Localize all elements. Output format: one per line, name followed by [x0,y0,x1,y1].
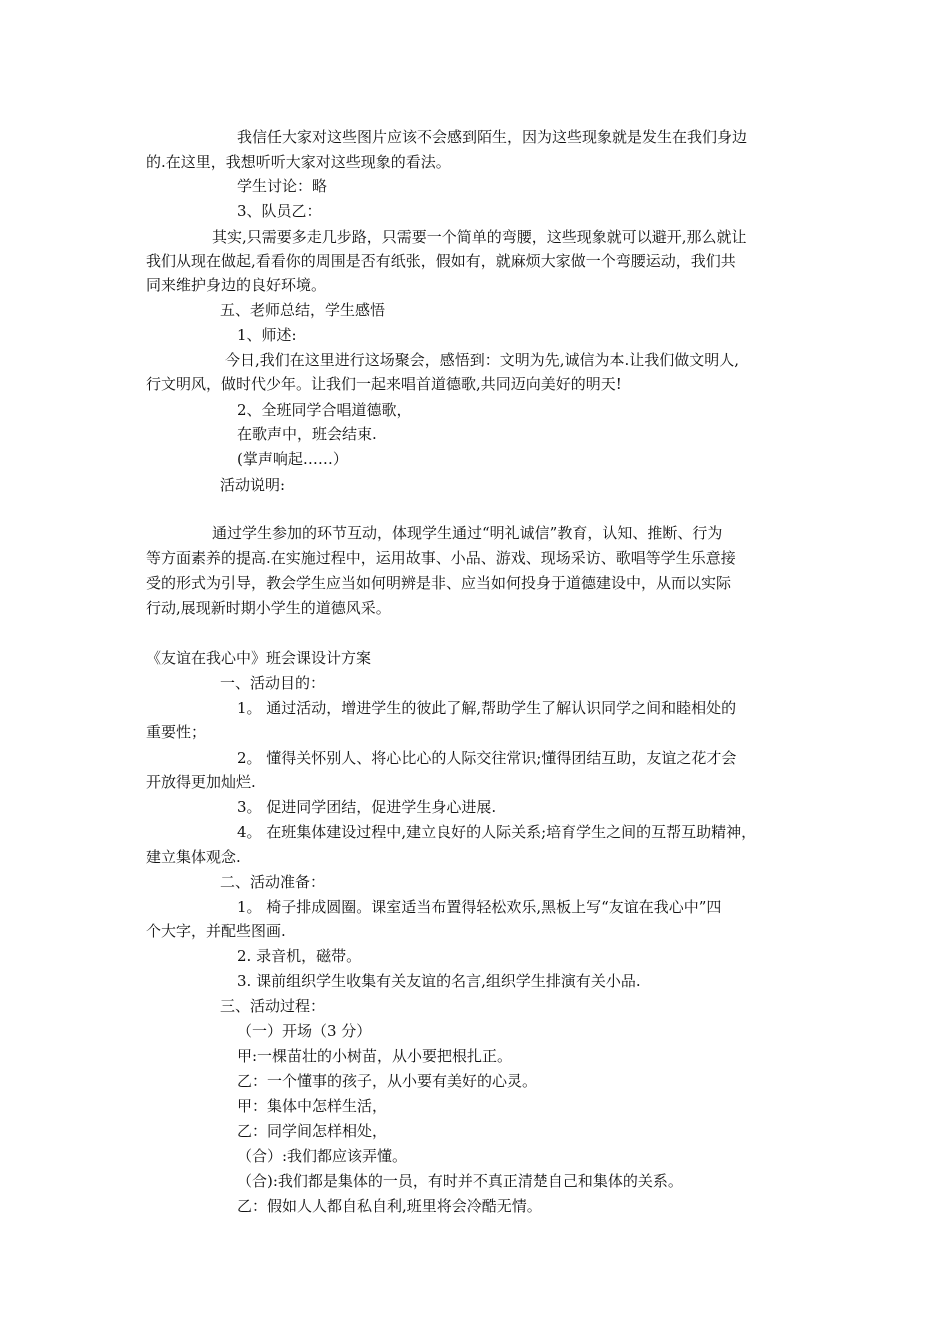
text-line: 甲：集体中怎样生活， [237,1097,388,1115]
section-heading: 二、活动准备： [220,873,326,891]
text-line: 2. 录音机，磁带。 [237,947,362,965]
text-line: （合):我们都是集体的一员，有时并不真正清楚自己和集体的关系。 [237,1172,683,1190]
text-line: 今日,我们在这里进行这场聚会，感悟到：文明为先,诚信为本.让我们做文明人, [225,351,740,369]
text-line: 1、师述: [237,326,297,344]
text-line: 受的形式为引导，教会学生应当如何明辨是非、应当如何投身于道德建设中，从而以实际 [146,574,732,592]
text-line: 通过学生参加的环节互动，体现学生通过“明礼诚信”教育，认知、推断、行为 [212,524,723,542]
text-line: 1。 椅子排成圆圈。课室适当布置得轻松欢乐,黑板上写“友谊在我心中”四 [237,898,722,916]
text-line: 在歌声中，班会结束. [237,425,377,443]
text-line: 2。 懂得关怀别人、将心比心的人际交往常识;懂得团结互助，友谊之花才会 [237,749,737,767]
text-line: 乙：同学间怎样相处， [237,1122,388,1140]
text-line: (掌声响起……） [237,450,348,468]
text-line: 重要性； [146,723,207,741]
text-line: 其实,只需要多走几步路，只需要一个简单的弯腰，这些现象就可以避开,那么就让 [212,228,747,246]
section-heading: 五、老师总结，学生感悟 [220,301,386,319]
text-line: 乙：一个懂事的孩子，从小要有美好的心灵。 [237,1072,538,1090]
text-line: 4。 在班集体建设过程中,建立良好的人际关系;培育学生之间的互帮互助精神， [237,823,757,841]
text-line: 开放得更加灿烂. [146,773,256,791]
text-line: 行动,展现新时期小学生的道德风采。 [146,599,391,617]
text-line: 1。 通过活动，增进学生的彼此了解,帮助学生了解认识同学之间和睦相处的 [237,699,737,717]
document-title: 《友谊在我心中》班会课设计方案 [146,649,372,667]
text-line: 我们从现在做起,看看你的周围是否有纸张，假如有，就麻烦大家做一个弯腰运动，我们共 [146,252,736,270]
text-line: 学生讨论：略 [237,177,328,195]
text-line: 乙：假如人人都自私自利,班里将会冷酷无情。 [237,1197,542,1215]
text-line: （一）开场（3 分） [237,1022,372,1040]
section-heading: 三、活动过程： [220,997,326,1015]
text-line: 3、队员乙： [237,202,322,220]
text-line: 我信任大家对这些图片应该不会感到陌生，因为这些现象就是发生在我们身边 [237,128,748,146]
text-line: 3. 课前组织学生收集有关友谊的名言,组织学生排演有关小品. [237,972,641,990]
text-line: 活动说明: [220,476,286,494]
text-line: 甲:一棵苗壮的小树苗，从小要把根扎正。 [237,1047,513,1065]
text-line: 建立集体观念. [146,848,241,866]
text-line: 2、全班同学合唱道德歌， [237,401,412,419]
text-line: 等方面素养的提高.在实施过程中，运用故事、小品、游戏、现场采访、歌唱等学生乐意接 [146,549,736,567]
text-line: 的.在这里，我想听听大家对这些现象的看法。 [146,153,451,171]
text-line: （合）:我们都应该弄懂。 [237,1147,408,1165]
text-line: 同来维护身边的良好环境。 [146,276,327,294]
text-line: 3。 促进同学团结，促进学生身心进展. [237,798,497,816]
text-line: 个大字，并配些图画. [146,922,286,940]
text-line: 行文明风，做时代少年。让我们一起来唱首道德歌,共同迈向美好的明天! [146,375,622,393]
section-heading: 一、活动目的： [220,674,326,692]
